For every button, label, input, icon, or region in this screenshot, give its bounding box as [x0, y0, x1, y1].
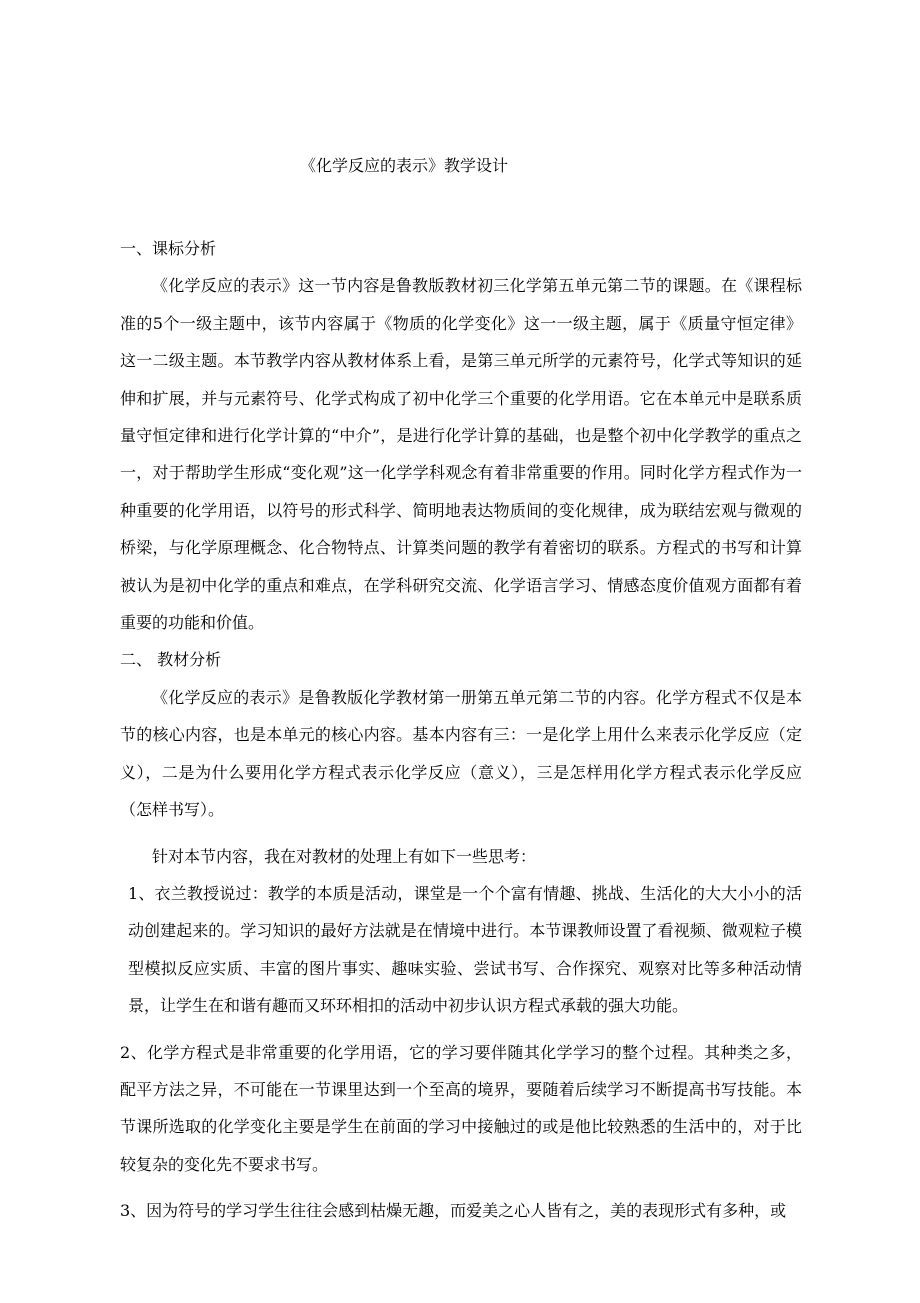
document-body — [120, 230, 802, 1230]
document-title: 《化学反应的表示》教学设计 — [300, 156, 509, 175]
standards-analysis-paragraph: 《化学反应的表示》这一节内容是鲁教版教材初三化学第五单元第二节的课题。在《课程标准的5个一级主题中，该节内容属于《物质的化学变化》这一一级主题，属于《质量守恒定律》这一二级主题。本节教学内容从教材体系上看，是第三单元所学的元素符号，化学式等知识的延伸和扩展，并与元素符号、化学式构成了初中化学三个重要的化学用语。它在本单元中是联系质量守恒定律和进行化学计算的“中介”，是进行化学计算的基础，也是整个初中化学教学的重点之一，对于帮助学生形成“变化观”这一化学学科观念有着非常重要的作用。同时化学方程式作为一种重要的化学用语，以符号的形式科学、简明地表达物质间的变化规律，成为联结宏观与微观的桥梁，与化学原理概念、化合物特点、计算类问题的教学有着密切的联系。方程式的书写和计算被认为是初中化学的重点和难点，在学科研究交流、化学语言学习、情感态度价值观方面都有着重要的功能和价值。 — [120, 276, 802, 633]
textbook-thoughts-intro: 针对本节内容，我在对教材的处理上有如下一些思考： — [152, 846, 537, 866]
section-heading-textbook-analysis: 二、 教材分析 — [120, 650, 222, 670]
thought-point-2: 2、化学方程式是非常重要的化学用语，它的学习要伴随其化学学习的整个过程。其种类之多，配平方法之异，不可能在一节课里达到一个至高的境界，要随着后续学习不断提高书写技能。本节课所选取的化学变化主要是学生在前面的学习中接触过的或是他比较熟悉的生活中的，对于比较复杂的变化先不要求书写。 — [120, 1042, 802, 1174]
thought-point-1: 1、衣兰教授说过：教学的本质是活动，课堂是一个个富有情趣、挑战、生活化的大大小小的活动创建起来的。学习知识的最好方法就是在情境中进行。本节课教师设置了看视频、微观粒子模型模拟反应实质、丰富的图片事实、趣味实验、尝试书写、合作探究、观察对比等多种活动情景，让学生在和谐有趣而又环环相扣的活动中初步认识方程式承载的强大功能。 — [128, 883, 802, 1016]
thought-point-3: 3、因为符号的学习学生往往会感到枯燥无趣，而爱美之心人皆有之，美的表现形式有多种，或 — [120, 1201, 787, 1221]
textbook-analysis-paragraph: 《化学反应的表示》是鲁教版化学教材第一册第五单元第二节的内容。化学方程式不仅是本节的核心内容，也是本单元的核心内容。基本内容有三：一是化学上用什么来表示化学反应（定义），二是为什么要用化学方程式表示化学反应（意义），三是怎样用化学方程式表示化学反应（怎样书写）。 — [120, 687, 802, 820]
section-heading-standards-analysis: 一、课标分析 — [120, 239, 217, 258]
